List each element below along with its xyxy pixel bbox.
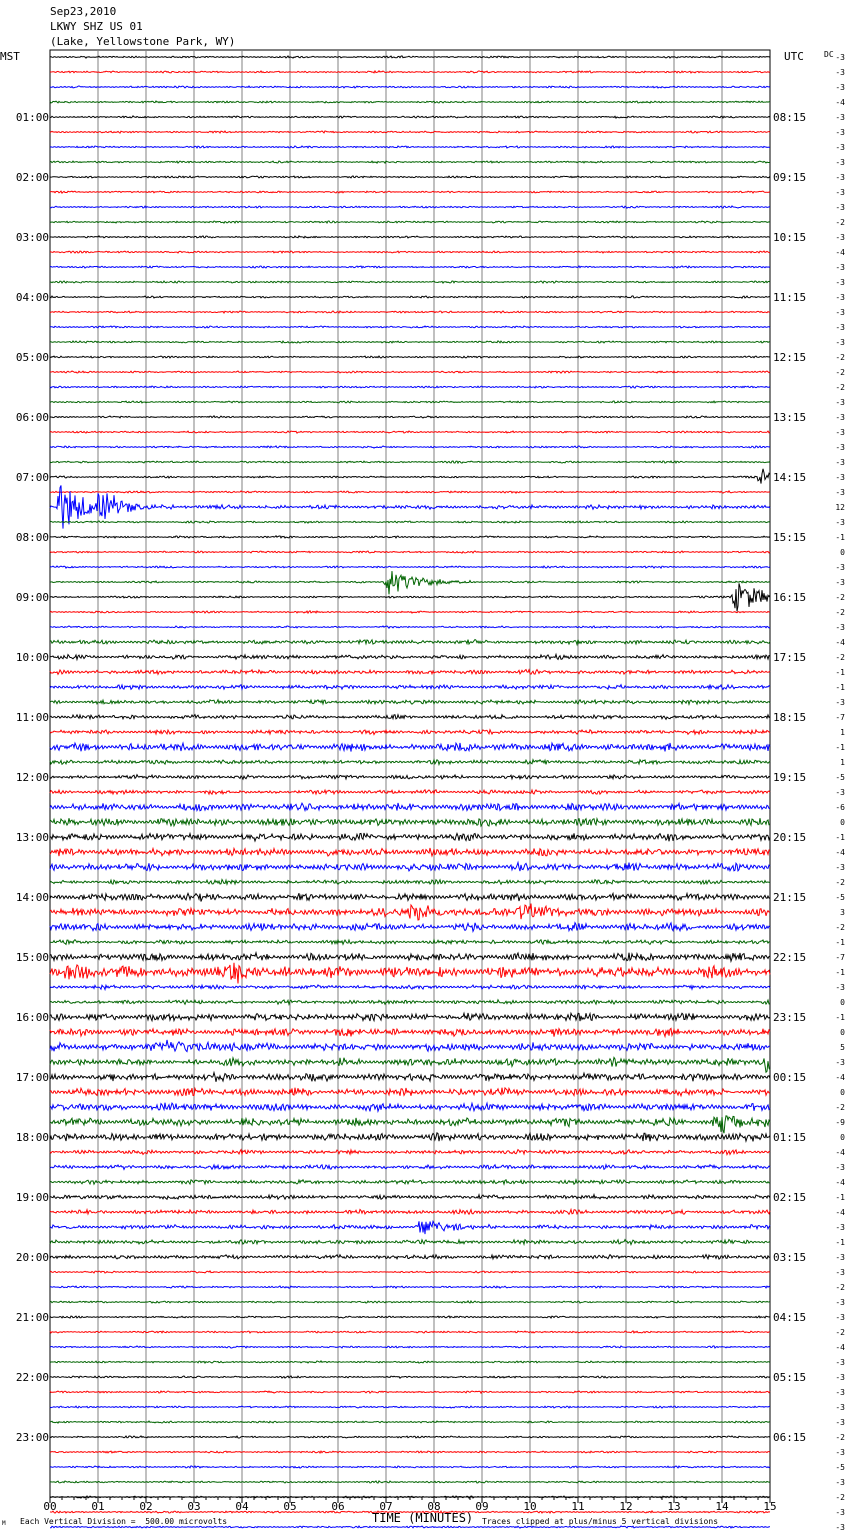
dc-offset-label: -3 — [835, 788, 845, 797]
dc-offset-label: -3 — [835, 863, 845, 872]
dc-offset-label: -9 — [835, 1118, 845, 1127]
hour-label-mst: 23:00 — [15, 1431, 49, 1444]
dc-offset-label: -3 — [835, 1418, 845, 1427]
dc-offset-label: -4 — [835, 1073, 845, 1082]
trace-row — [50, 491, 770, 493]
dc-offset-label: -4 — [835, 848, 845, 857]
dc-offset-label: -3 — [835, 68, 845, 77]
trace-row — [50, 715, 770, 720]
trace-row — [50, 940, 770, 945]
trace-row — [50, 863, 770, 872]
trace-row — [50, 146, 770, 148]
dc-offset-label: -3 — [835, 293, 845, 302]
dc-offset-label: -3 — [835, 1388, 845, 1397]
corner-mark: M — [2, 1520, 6, 1527]
trace-row — [50, 1406, 770, 1408]
trace-row — [50, 266, 770, 268]
trace-row — [50, 191, 770, 193]
trace-row — [50, 1103, 770, 1112]
trace-row — [50, 833, 770, 841]
dc-offset-label: -6 — [835, 803, 845, 812]
dc-offset-label: 0 — [840, 548, 845, 557]
trace-row — [50, 1133, 770, 1142]
hour-label-utc: 06:15 — [773, 1431, 807, 1444]
x-tick-label: 07 — [379, 1500, 393, 1513]
trace-row — [50, 251, 770, 253]
hour-label-mst: 16:00 — [15, 1011, 49, 1024]
trace-row — [50, 1088, 770, 1096]
station-code: LKWY SHZ US 01 — [50, 20, 143, 33]
trace-row — [50, 893, 770, 901]
dc-offset-label: -4 — [835, 98, 845, 107]
trace-row — [50, 311, 770, 313]
dc-offset-label: -1 — [835, 938, 845, 947]
dc-offset-label: -5 — [835, 773, 845, 782]
trace-row — [50, 848, 770, 856]
dc-offset-label: -5 — [835, 1463, 845, 1472]
trace-row — [50, 743, 770, 752]
dc-offset-label: -3 — [835, 233, 845, 242]
trace-row — [50, 446, 770, 448]
trace-row — [50, 904, 770, 920]
trace-row — [50, 1165, 770, 1170]
trace-row — [50, 654, 770, 659]
dc-offset-label: -5 — [835, 893, 845, 902]
right-timezone-label: UTC — [784, 50, 804, 63]
dc-offset-label: -2 — [835, 653, 845, 662]
trace-row — [50, 1000, 770, 1005]
dc-offset-label: -1 — [835, 668, 845, 677]
hour-label-utc: 00:15 — [773, 1071, 807, 1084]
hour-label-mst: 18:00 — [15, 1131, 49, 1144]
x-tick-label: 09 — [475, 1500, 489, 1513]
dc-offset-label: -2 — [835, 593, 845, 602]
trace-row — [50, 1221, 770, 1234]
x-tick-label: 00 — [43, 1500, 57, 1513]
hour-label-mst: 12:00 — [15, 771, 49, 784]
dc-offset-label: -3 — [835, 1508, 845, 1517]
dc-offset-label: -3 — [835, 443, 845, 452]
trace-row — [50, 1331, 770, 1333]
trace-row — [50, 953, 770, 962]
trace-row — [50, 1481, 770, 1483]
dc-offset-label: -3 — [835, 458, 845, 467]
x-tick-label: 01 — [91, 1500, 105, 1513]
dc-offset-label: -3 — [835, 518, 845, 527]
trace-row — [50, 341, 770, 343]
hour-label-utc: 10:15 — [773, 231, 807, 244]
dc-offset-label: -4 — [835, 1148, 845, 1157]
dc-offset-label: -3 — [835, 158, 845, 167]
dc-offset-label: -3 — [835, 338, 845, 347]
trace-row — [50, 71, 770, 73]
dc-offset-label: -4 — [835, 248, 845, 257]
trace-row — [50, 1376, 770, 1378]
trace-row — [50, 1346, 770, 1348]
x-tick-label: 04 — [235, 1500, 249, 1513]
dc-offset-label: -2 — [835, 1103, 845, 1112]
hour-label-utc: 23:15 — [773, 1011, 807, 1024]
dc-offset-label: -2 — [835, 368, 845, 377]
dc-offset-label: -3 — [835, 428, 845, 437]
trace-row — [50, 1316, 770, 1318]
hour-label-mst: 10:00 — [15, 651, 49, 664]
dc-offset-label: -1 — [835, 1238, 845, 1247]
trace-row — [50, 1116, 770, 1133]
hour-label-mst: 15:00 — [15, 951, 49, 964]
hour-label-mst: 11:00 — [15, 711, 49, 724]
x-tick-label: 11 — [571, 1500, 585, 1513]
left-timezone-label: MST — [0, 50, 20, 63]
dc-offset-label: -3 — [835, 1403, 845, 1412]
trace-row — [50, 416, 770, 418]
dc-offset-label: -2 — [835, 923, 845, 932]
trace-row — [50, 1180, 770, 1184]
dc-offset-label: -3 — [835, 578, 845, 587]
trace-row — [50, 101, 770, 103]
trace-row — [50, 176, 770, 178]
trace-row — [50, 1013, 770, 1021]
dc-offset-label: -3 — [835, 1358, 845, 1367]
trace-row — [50, 963, 770, 984]
hour-label-utc: 21:15 — [773, 891, 807, 904]
dc-offset-label: 1 — [840, 758, 845, 767]
hour-label-mst: 20:00 — [15, 1251, 49, 1264]
dc-offset-label: -1 — [835, 683, 845, 692]
hour-label-mst: 05:00 — [15, 351, 49, 364]
hour-label-utc: 19:15 — [773, 771, 807, 784]
dc-offset-label: -3 — [835, 188, 845, 197]
dc-offset-label: -1 — [835, 1193, 845, 1202]
dc-offset-label: -3 — [835, 83, 845, 92]
dc-offset-label: 0 — [840, 1028, 845, 1037]
trace-row — [50, 536, 770, 538]
hour-label-utc: 15:15 — [773, 531, 807, 544]
trace-row — [50, 1255, 770, 1260]
trace-row — [50, 611, 770, 613]
dc-offset-label: -3 — [835, 1478, 845, 1487]
dc-offset-label: -3 — [835, 1313, 845, 1322]
dc-offset-label: -4 — [835, 1178, 845, 1187]
trace-row — [50, 1195, 770, 1200]
trace-row — [50, 1210, 770, 1215]
trace-row — [50, 551, 770, 553]
hour-label-mst: 06:00 — [15, 411, 49, 424]
trace-row — [50, 1150, 770, 1155]
trace-row — [50, 700, 770, 704]
trace-row — [50, 1451, 770, 1453]
dc-offset-label: -2 — [835, 1493, 845, 1502]
dc-offset-label: -1 — [835, 833, 845, 842]
x-tick-label: 02 — [139, 1500, 153, 1513]
hour-label-utc: 20:15 — [773, 831, 807, 844]
trace-row — [50, 1040, 770, 1052]
trace-row — [50, 583, 770, 611]
dc-offset-label: -1 — [835, 968, 845, 977]
trace-row — [50, 730, 770, 735]
dc-offset-label: -4 — [835, 638, 845, 647]
dc-offset-label: -1 — [835, 743, 845, 752]
hour-label-utc: 16:15 — [773, 591, 807, 604]
trace-row — [50, 923, 770, 932]
trace-row — [50, 670, 770, 675]
dc-offset-label: 0 — [840, 818, 845, 827]
dc-offset-label: -2 — [835, 1283, 845, 1292]
dc-offset-label: -3 — [835, 623, 845, 632]
trace-row — [50, 356, 770, 358]
clip-note: Traces clipped at plus/minus 5 vertical divisions — [482, 1517, 719, 1526]
trace-row — [50, 281, 770, 283]
x-tick-label: 08 — [427, 1500, 441, 1513]
dc-offset-label: -3 — [835, 128, 845, 137]
dc-offset-label: -3 — [835, 398, 845, 407]
trace-row — [50, 1286, 770, 1288]
dc-offset-label: -3 — [835, 983, 845, 992]
dc-offset-label: -3 — [835, 113, 845, 122]
dc-offset-label: 0 — [840, 1088, 845, 1097]
dc-offset-label: -3 — [835, 1253, 845, 1262]
dc-offset-label: 0 — [840, 998, 845, 1007]
trace-row — [50, 775, 770, 779]
dc-offset-label: -4 — [835, 1208, 845, 1217]
trace-row — [50, 1058, 770, 1073]
dc-offset-label: -2 — [835, 353, 845, 362]
hour-label-utc: 09:15 — [773, 171, 807, 184]
dc-offset-label: -2 — [835, 608, 845, 617]
dc-offset-label: -3 — [835, 1523, 845, 1532]
hour-label-mst: 21:00 — [15, 1311, 49, 1324]
hour-label-mst: 22:00 — [15, 1371, 49, 1384]
dc-offset-header: DC — [824, 50, 834, 59]
station-location: (Lake, Yellowstone Park, WY) — [50, 35, 236, 48]
trace-row — [50, 296, 770, 298]
trace-row — [50, 1391, 770, 1393]
trace-row — [50, 326, 770, 328]
dc-offset-label: -3 — [835, 563, 845, 572]
dc-offset-label: -3 — [835, 1223, 845, 1232]
hour-label-mst: 14:00 — [15, 891, 49, 904]
hour-label-utc: 17:15 — [773, 651, 807, 664]
dc-offset-label: -3 — [835, 1163, 845, 1172]
trace-row — [50, 461, 770, 463]
trace-row — [50, 371, 770, 373]
dc-offset-label: -3 — [835, 698, 845, 707]
trace-row — [50, 431, 770, 433]
x-axis-title: TIME (MINUTES) — [372, 1511, 474, 1525]
dc-offset-label: -3 — [835, 1448, 845, 1457]
hour-label-mst: 09:00 — [15, 591, 49, 604]
x-tick-label: 06 — [331, 1500, 345, 1513]
trace-row — [50, 236, 770, 238]
x-tick-label: 03 — [187, 1500, 201, 1513]
hour-label-utc: 01:15 — [773, 1131, 807, 1144]
dc-offset-label: -3 — [835, 203, 845, 212]
trace-row — [50, 1436, 770, 1438]
dc-offset-label: 12 — [835, 503, 845, 512]
hour-label-mst: 07:00 — [15, 471, 49, 484]
dc-offset-label: -7 — [835, 953, 845, 962]
trace-row — [50, 985, 770, 990]
dc-offset-label: -1 — [835, 1013, 845, 1022]
hour-label-mst: 08:00 — [15, 531, 49, 544]
trace-row — [50, 1073, 770, 1082]
trace-row — [50, 1028, 770, 1036]
dc-offset-label: -2 — [835, 383, 845, 392]
trace-row — [50, 116, 770, 118]
trace-row — [50, 1240, 770, 1245]
hour-label-utc: 03:15 — [773, 1251, 807, 1264]
trace-row — [50, 685, 770, 690]
trace-row — [50, 386, 770, 388]
hour-label-utc: 11:15 — [773, 291, 807, 304]
trace-row — [50, 760, 770, 765]
trace-row — [50, 206, 770, 208]
hour-label-mst: 17:00 — [15, 1071, 49, 1084]
dc-offset-label: 0 — [840, 1133, 845, 1142]
x-tick-label: 14 — [715, 1500, 729, 1513]
dc-offset-label: -3 — [835, 263, 845, 272]
hour-label-utc: 14:15 — [773, 471, 807, 484]
trace-row — [50, 86, 770, 88]
dc-offset-label: 5 — [840, 1043, 845, 1052]
x-tick-label: 13 — [667, 1500, 681, 1513]
trace-row — [50, 1271, 770, 1273]
scale-note: Each Vertical Division = 500.00 microvolts — [20, 1517, 228, 1526]
record-date: Sep23,2010 — [50, 5, 117, 18]
dc-offset-label: -3 — [835, 278, 845, 287]
dc-offset-label: -7 — [835, 713, 845, 722]
hour-label-utc: 04:15 — [773, 1311, 807, 1324]
trace-row — [50, 161, 770, 163]
trace-row — [50, 1301, 770, 1303]
trace-row — [50, 1361, 770, 1363]
trace-row — [50, 626, 770, 628]
hour-label-mst: 03:00 — [15, 231, 49, 244]
hour-label-utc: 18:15 — [773, 711, 807, 724]
dc-offset-label: -3 — [835, 323, 845, 332]
hour-label-utc: 08:15 — [773, 111, 807, 124]
x-tick-label: 15 — [763, 1500, 777, 1513]
hour-label-mst: 01:00 — [15, 111, 49, 124]
x-tick-label: 10 — [523, 1500, 537, 1513]
trace-row — [50, 1466, 770, 1468]
hour-label-mst: 02:00 — [15, 171, 49, 184]
dc-offset-label: -3 — [835, 473, 845, 482]
dc-offset-label: -1 — [835, 533, 845, 542]
x-tick-label: 12 — [619, 1500, 633, 1513]
x-tick-label: 05 — [283, 1500, 297, 1513]
trace-row — [50, 401, 770, 403]
trace-row — [50, 566, 770, 568]
dc-offset-label: -3 — [835, 413, 845, 422]
dc-offset-label: -3 — [835, 1373, 845, 1382]
hour-label-utc: 02:15 — [773, 1191, 807, 1204]
trace-row — [50, 640, 770, 645]
hour-label-utc: 22:15 — [773, 951, 807, 964]
dc-offset-label: -2 — [835, 1433, 845, 1442]
hour-label-utc: 05:15 — [773, 1371, 807, 1384]
trace-row — [50, 1421, 770, 1423]
hour-label-mst: 19:00 — [15, 1191, 49, 1204]
trace-row — [50, 221, 770, 223]
dc-offset-label: -2 — [835, 878, 845, 887]
dc-offset-label: -3 — [835, 1268, 845, 1277]
trace-row — [50, 56, 770, 58]
hour-label-mst: 04:00 — [15, 291, 49, 304]
trace-row — [50, 469, 770, 484]
dc-offset-label: 3 — [840, 908, 845, 917]
dc-offset-label: -2 — [835, 1328, 845, 1337]
trace-row — [50, 880, 770, 885]
trace-row — [50, 521, 770, 523]
dc-offset-label: -3 — [835, 308, 845, 317]
hour-label-utc: 13:15 — [773, 411, 807, 424]
dc-offset-label: -3 — [835, 53, 845, 62]
dc-offset-label: -4 — [835, 1343, 845, 1352]
trace-row — [50, 790, 770, 794]
trace-row — [50, 803, 770, 811]
dc-offset-label: -3 — [835, 1058, 845, 1067]
dc-offset-label: -3 — [835, 1298, 845, 1307]
hour-label-mst: 13:00 — [15, 831, 49, 844]
dc-offset-label: 1 — [840, 728, 845, 737]
dc-offset-label: -3 — [835, 173, 845, 182]
trace-row — [50, 131, 770, 133]
dc-offset-label: -3 — [835, 488, 845, 497]
dc-offset-label: -3 — [835, 143, 845, 152]
hour-label-utc: 12:15 — [773, 351, 807, 364]
trace-row — [50, 571, 770, 594]
dc-offset-label: -2 — [835, 218, 845, 227]
trace-row — [50, 818, 770, 826]
